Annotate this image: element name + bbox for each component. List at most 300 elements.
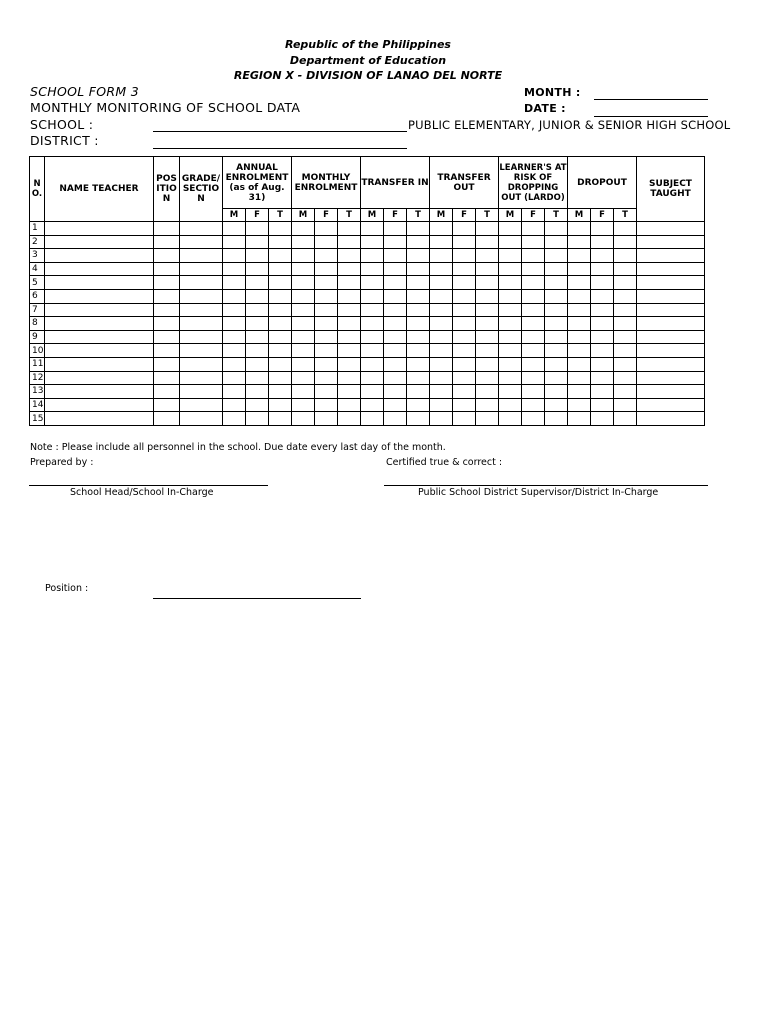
table-cell[interactable] — [361, 222, 384, 236]
table-cell[interactable] — [591, 262, 614, 276]
table-cell[interactable] — [292, 276, 315, 290]
table-cell[interactable] — [545, 289, 568, 303]
table-cell[interactable] — [591, 276, 614, 290]
table-cell[interactable] — [430, 330, 453, 344]
table-cell[interactable] — [292, 235, 315, 249]
table-cell[interactable] — [476, 289, 499, 303]
table-cell[interactable] — [453, 249, 476, 263]
table-cell[interactable] — [591, 303, 614, 317]
table-cell[interactable] — [430, 276, 453, 290]
table-cell[interactable] — [407, 357, 430, 371]
table-cell[interactable] — [269, 276, 292, 290]
table-cell[interactable] — [154, 398, 180, 412]
table-cell[interactable] — [453, 262, 476, 276]
table-cell[interactable] — [614, 357, 637, 371]
table-cell[interactable] — [292, 289, 315, 303]
table-cell[interactable] — [499, 222, 522, 236]
table-cell[interactable] — [430, 249, 453, 263]
table-cell[interactable] — [545, 357, 568, 371]
table-cell[interactable] — [180, 344, 223, 358]
table-cell[interactable] — [384, 222, 407, 236]
table-cell[interactable] — [246, 344, 269, 358]
table-cell[interactable] — [315, 330, 338, 344]
table-cell[interactable] — [637, 371, 705, 385]
table-cell[interactable] — [315, 262, 338, 276]
table-cell[interactable] — [223, 371, 246, 385]
table-cell[interactable] — [223, 330, 246, 344]
table-cell[interactable] — [476, 317, 499, 331]
table-cell[interactable] — [614, 330, 637, 344]
table-cell[interactable] — [246, 330, 269, 344]
table-cell[interactable] — [154, 330, 180, 344]
table-cell[interactable] — [476, 235, 499, 249]
table-cell[interactable] — [361, 344, 384, 358]
table-cell[interactable] — [180, 371, 223, 385]
table-cell[interactable] — [591, 385, 614, 399]
table-cell[interactable] — [384, 344, 407, 358]
table-cell[interactable] — [637, 317, 705, 331]
table-cell[interactable] — [45, 235, 154, 249]
table-cell[interactable] — [499, 235, 522, 249]
table-cell[interactable] — [246, 303, 269, 317]
table-cell[interactable] — [591, 249, 614, 263]
table-cell[interactable] — [568, 398, 591, 412]
table-cell[interactable] — [591, 412, 614, 426]
table-cell[interactable] — [407, 222, 430, 236]
table-cell[interactable] — [223, 385, 246, 399]
table-cell[interactable] — [338, 222, 361, 236]
table-cell[interactable] — [292, 330, 315, 344]
table-cell[interactable] — [384, 412, 407, 426]
table-cell[interactable] — [154, 412, 180, 426]
table-cell[interactable] — [292, 357, 315, 371]
table-cell[interactable] — [361, 303, 384, 317]
table-cell[interactable] — [568, 262, 591, 276]
table-cell[interactable] — [591, 398, 614, 412]
table-cell[interactable] — [315, 371, 338, 385]
table-cell[interactable] — [476, 344, 499, 358]
table-cell[interactable] — [246, 412, 269, 426]
table-cell[interactable] — [384, 357, 407, 371]
table-cell[interactable] — [338, 276, 361, 290]
table-cell[interactable] — [361, 262, 384, 276]
table-cell[interactable] — [45, 289, 154, 303]
head-signature-line[interactable] — [29, 485, 268, 486]
table-cell[interactable] — [384, 235, 407, 249]
table-cell[interactable] — [430, 371, 453, 385]
table-cell[interactable] — [637, 262, 705, 276]
table-cell[interactable] — [338, 357, 361, 371]
table-cell[interactable] — [453, 371, 476, 385]
table-cell[interactable] — [591, 235, 614, 249]
table-cell[interactable] — [591, 330, 614, 344]
table-cell[interactable] — [180, 262, 223, 276]
table-cell[interactable] — [292, 398, 315, 412]
table-cell[interactable] — [246, 317, 269, 331]
table-cell[interactable] — [614, 289, 637, 303]
table-cell[interactable] — [180, 276, 223, 290]
table-cell[interactable] — [522, 303, 545, 317]
table-cell[interactable] — [522, 262, 545, 276]
table-cell[interactable] — [407, 249, 430, 263]
table-cell[interactable] — [246, 222, 269, 236]
table-cell[interactable] — [545, 398, 568, 412]
table-cell[interactable] — [637, 289, 705, 303]
table-cell[interactable] — [223, 289, 246, 303]
table-cell[interactable] — [361, 235, 384, 249]
table-cell[interactable] — [407, 385, 430, 399]
table-cell[interactable] — [338, 303, 361, 317]
table-cell[interactable] — [154, 276, 180, 290]
table-cell[interactable] — [338, 249, 361, 263]
table-cell[interactable] — [522, 344, 545, 358]
table-cell[interactable] — [45, 385, 154, 399]
table-cell[interactable] — [292, 412, 315, 426]
table-cell[interactable] — [384, 262, 407, 276]
table-cell[interactable] — [614, 344, 637, 358]
table-cell[interactable] — [407, 262, 430, 276]
table-cell[interactable] — [361, 289, 384, 303]
table-cell[interactable] — [315, 412, 338, 426]
table-cell[interactable] — [637, 357, 705, 371]
table-cell[interactable] — [180, 330, 223, 344]
table-cell[interactable] — [430, 222, 453, 236]
table-cell[interactable] — [614, 262, 637, 276]
table-cell[interactable] — [180, 235, 223, 249]
table-cell[interactable] — [476, 249, 499, 263]
table-cell[interactable] — [45, 412, 154, 426]
table-cell[interactable] — [45, 371, 154, 385]
table-cell[interactable] — [338, 289, 361, 303]
table-cell[interactable] — [545, 412, 568, 426]
table-cell[interactable] — [180, 289, 223, 303]
table-cell[interactable] — [154, 385, 180, 399]
table-cell[interactable] — [522, 330, 545, 344]
table-cell[interactable] — [476, 357, 499, 371]
table-cell[interactable] — [269, 330, 292, 344]
table-cell[interactable] — [568, 412, 591, 426]
table-cell[interactable] — [45, 222, 154, 236]
table-cell[interactable] — [269, 289, 292, 303]
table-cell[interactable] — [292, 249, 315, 263]
table-cell[interactable] — [246, 371, 269, 385]
table-cell[interactable] — [499, 357, 522, 371]
table-cell[interactable] — [637, 222, 705, 236]
table-cell[interactable] — [522, 398, 545, 412]
table-cell[interactable] — [338, 235, 361, 249]
table-cell[interactable] — [545, 235, 568, 249]
school-field-line[interactable] — [153, 131, 407, 132]
table-cell[interactable] — [545, 317, 568, 331]
table-cell[interactable] — [361, 276, 384, 290]
table-cell[interactable] — [154, 289, 180, 303]
table-cell[interactable] — [246, 289, 269, 303]
table-cell[interactable] — [246, 385, 269, 399]
table-cell[interactable] — [591, 357, 614, 371]
table-cell[interactable] — [361, 330, 384, 344]
table-cell[interactable] — [292, 385, 315, 399]
table-cell[interactable] — [407, 276, 430, 290]
table-cell[interactable] — [180, 385, 223, 399]
table-cell[interactable] — [568, 222, 591, 236]
table-cell[interactable] — [614, 249, 637, 263]
table-cell[interactable] — [292, 371, 315, 385]
table-cell[interactable] — [45, 262, 154, 276]
table-cell[interactable] — [315, 344, 338, 358]
table-cell[interactable] — [430, 235, 453, 249]
table-cell[interactable] — [361, 412, 384, 426]
table-cell[interactable] — [499, 262, 522, 276]
table-cell[interactable] — [522, 249, 545, 263]
table-cell[interactable] — [154, 262, 180, 276]
district-field-line[interactable] — [153, 148, 407, 149]
table-cell[interactable] — [269, 249, 292, 263]
table-cell[interactable] — [637, 385, 705, 399]
table-cell[interactable] — [154, 317, 180, 331]
table-cell[interactable] — [223, 249, 246, 263]
table-cell[interactable] — [430, 385, 453, 399]
table-cell[interactable] — [361, 249, 384, 263]
table-cell[interactable] — [499, 317, 522, 331]
table-cell[interactable] — [269, 262, 292, 276]
table-cell[interactable] — [180, 303, 223, 317]
table-cell[interactable] — [407, 235, 430, 249]
table-cell[interactable] — [568, 289, 591, 303]
table-cell[interactable] — [407, 330, 430, 344]
supervisor-signature-line[interactable] — [384, 485, 708, 486]
table-cell[interactable] — [180, 222, 223, 236]
table-cell[interactable] — [545, 344, 568, 358]
table-cell[interactable] — [407, 289, 430, 303]
table-cell[interactable] — [223, 222, 246, 236]
table-cell[interactable] — [154, 357, 180, 371]
table-cell[interactable] — [637, 330, 705, 344]
table-cell[interactable] — [499, 344, 522, 358]
table-cell[interactable] — [407, 412, 430, 426]
table-cell[interactable] — [223, 235, 246, 249]
table-cell[interactable] — [315, 398, 338, 412]
table-cell[interactable] — [453, 289, 476, 303]
table-cell[interactable] — [223, 262, 246, 276]
table-cell[interactable] — [545, 276, 568, 290]
table-cell[interactable] — [407, 398, 430, 412]
table-cell[interactable] — [315, 249, 338, 263]
table-cell[interactable] — [568, 235, 591, 249]
table-cell[interactable] — [384, 289, 407, 303]
table-cell[interactable] — [315, 303, 338, 317]
table-cell[interactable] — [499, 412, 522, 426]
table-cell[interactable] — [568, 276, 591, 290]
table-cell[interactable] — [338, 371, 361, 385]
table-cell[interactable] — [45, 249, 154, 263]
table-cell[interactable] — [269, 317, 292, 331]
table-cell[interactable] — [522, 235, 545, 249]
table-cell[interactable] — [315, 235, 338, 249]
table-cell[interactable] — [45, 330, 154, 344]
table-cell[interactable] — [361, 385, 384, 399]
table-cell[interactable] — [430, 289, 453, 303]
table-cell[interactable] — [545, 330, 568, 344]
table-cell[interactable] — [545, 303, 568, 317]
table-cell[interactable] — [361, 357, 384, 371]
table-cell[interactable] — [384, 317, 407, 331]
table-cell[interactable] — [637, 249, 705, 263]
table-cell[interactable] — [223, 412, 246, 426]
table-cell[interactable] — [453, 330, 476, 344]
table-cell[interactable] — [384, 330, 407, 344]
table-cell[interactable] — [568, 357, 591, 371]
table-cell[interactable] — [522, 371, 545, 385]
table-cell[interactable] — [614, 398, 637, 412]
table-cell[interactable] — [476, 398, 499, 412]
table-cell[interactable] — [430, 398, 453, 412]
table-cell[interactable] — [154, 344, 180, 358]
table-cell[interactable] — [269, 371, 292, 385]
table-cell[interactable] — [45, 303, 154, 317]
table-cell[interactable] — [223, 303, 246, 317]
table-cell[interactable] — [568, 249, 591, 263]
table-cell[interactable] — [269, 385, 292, 399]
table-cell[interactable] — [223, 317, 246, 331]
table-cell[interactable] — [591, 371, 614, 385]
table-cell[interactable] — [499, 303, 522, 317]
table-cell[interactable] — [223, 398, 246, 412]
table-cell[interactable] — [453, 412, 476, 426]
table-cell[interactable] — [568, 344, 591, 358]
table-cell[interactable] — [246, 398, 269, 412]
table-cell[interactable] — [315, 317, 338, 331]
table-cell[interactable] — [180, 357, 223, 371]
table-cell[interactable] — [614, 317, 637, 331]
table-cell[interactable] — [430, 262, 453, 276]
table-cell[interactable] — [545, 385, 568, 399]
table-cell[interactable] — [292, 262, 315, 276]
table-cell[interactable] — [154, 235, 180, 249]
table-cell[interactable] — [499, 371, 522, 385]
table-cell[interactable] — [568, 385, 591, 399]
table-cell[interactable] — [522, 317, 545, 331]
table-cell[interactable] — [269, 303, 292, 317]
table-cell[interactable] — [45, 344, 154, 358]
table-cell[interactable] — [384, 303, 407, 317]
table-cell[interactable] — [476, 412, 499, 426]
table-cell[interactable] — [45, 398, 154, 412]
table-cell[interactable] — [453, 344, 476, 358]
table-cell[interactable] — [361, 371, 384, 385]
table-cell[interactable] — [180, 398, 223, 412]
table-cell[interactable] — [269, 344, 292, 358]
table-cell[interactable] — [338, 330, 361, 344]
table-cell[interactable] — [637, 344, 705, 358]
table-cell[interactable] — [614, 235, 637, 249]
table-cell[interactable] — [269, 357, 292, 371]
table-cell[interactable] — [338, 398, 361, 412]
table-cell[interactable] — [499, 276, 522, 290]
table-cell[interactable] — [45, 276, 154, 290]
table-cell[interactable] — [407, 371, 430, 385]
table-cell[interactable] — [522, 357, 545, 371]
table-cell[interactable] — [361, 317, 384, 331]
table-cell[interactable] — [499, 289, 522, 303]
table-cell[interactable] — [180, 317, 223, 331]
table-cell[interactable] — [154, 303, 180, 317]
table-cell[interactable] — [292, 344, 315, 358]
table-cell[interactable] — [591, 344, 614, 358]
table-cell[interactable] — [614, 222, 637, 236]
table-cell[interactable] — [453, 235, 476, 249]
table-cell[interactable] — [384, 371, 407, 385]
table-cell[interactable] — [384, 385, 407, 399]
table-cell[interactable] — [476, 371, 499, 385]
table-cell[interactable] — [154, 371, 180, 385]
table-cell[interactable] — [522, 289, 545, 303]
table-cell[interactable] — [292, 222, 315, 236]
table-cell[interactable] — [637, 303, 705, 317]
table-cell[interactable] — [637, 235, 705, 249]
table-cell[interactable] — [614, 303, 637, 317]
table-cell[interactable] — [453, 222, 476, 236]
table-cell[interactable] — [180, 412, 223, 426]
table-cell[interactable] — [315, 357, 338, 371]
table-cell[interactable] — [499, 385, 522, 399]
table-cell[interactable] — [292, 317, 315, 331]
table-cell[interactable] — [338, 412, 361, 426]
table-cell[interactable] — [476, 262, 499, 276]
table-cell[interactable] — [453, 357, 476, 371]
table-cell[interactable] — [384, 249, 407, 263]
table-cell[interactable] — [315, 289, 338, 303]
position-field-line[interactable] — [153, 598, 361, 599]
table-cell[interactable] — [407, 344, 430, 358]
table-cell[interactable] — [338, 317, 361, 331]
table-cell[interactable] — [338, 262, 361, 276]
table-cell[interactable] — [499, 249, 522, 263]
table-cell[interactable] — [407, 303, 430, 317]
table-cell[interactable] — [223, 357, 246, 371]
table-cell[interactable] — [476, 303, 499, 317]
table-cell[interactable] — [430, 412, 453, 426]
table-cell[interactable] — [614, 371, 637, 385]
table-cell[interactable] — [246, 262, 269, 276]
table-cell[interactable] — [453, 385, 476, 399]
table-cell[interactable] — [545, 371, 568, 385]
table-cell[interactable] — [180, 249, 223, 263]
table-cell[interactable] — [568, 330, 591, 344]
table-cell[interactable] — [545, 249, 568, 263]
table-cell[interactable] — [246, 276, 269, 290]
table-cell[interactable] — [591, 289, 614, 303]
table-cell[interactable] — [453, 317, 476, 331]
table-cell[interactable] — [614, 276, 637, 290]
table-cell[interactable] — [361, 398, 384, 412]
table-cell[interactable] — [476, 276, 499, 290]
table-cell[interactable] — [154, 222, 180, 236]
table-cell[interactable] — [292, 303, 315, 317]
table-cell[interactable] — [453, 398, 476, 412]
table-cell[interactable] — [246, 249, 269, 263]
table-cell[interactable] — [545, 262, 568, 276]
table-cell[interactable] — [154, 249, 180, 263]
table-cell[interactable] — [430, 303, 453, 317]
table-cell[interactable] — [476, 222, 499, 236]
table-cell[interactable] — [45, 317, 154, 331]
table-cell[interactable] — [568, 317, 591, 331]
table-cell[interactable] — [338, 344, 361, 358]
table-cell[interactable] — [522, 385, 545, 399]
table-cell[interactable] — [476, 330, 499, 344]
table-cell[interactable] — [591, 317, 614, 331]
table-cell[interactable] — [568, 371, 591, 385]
